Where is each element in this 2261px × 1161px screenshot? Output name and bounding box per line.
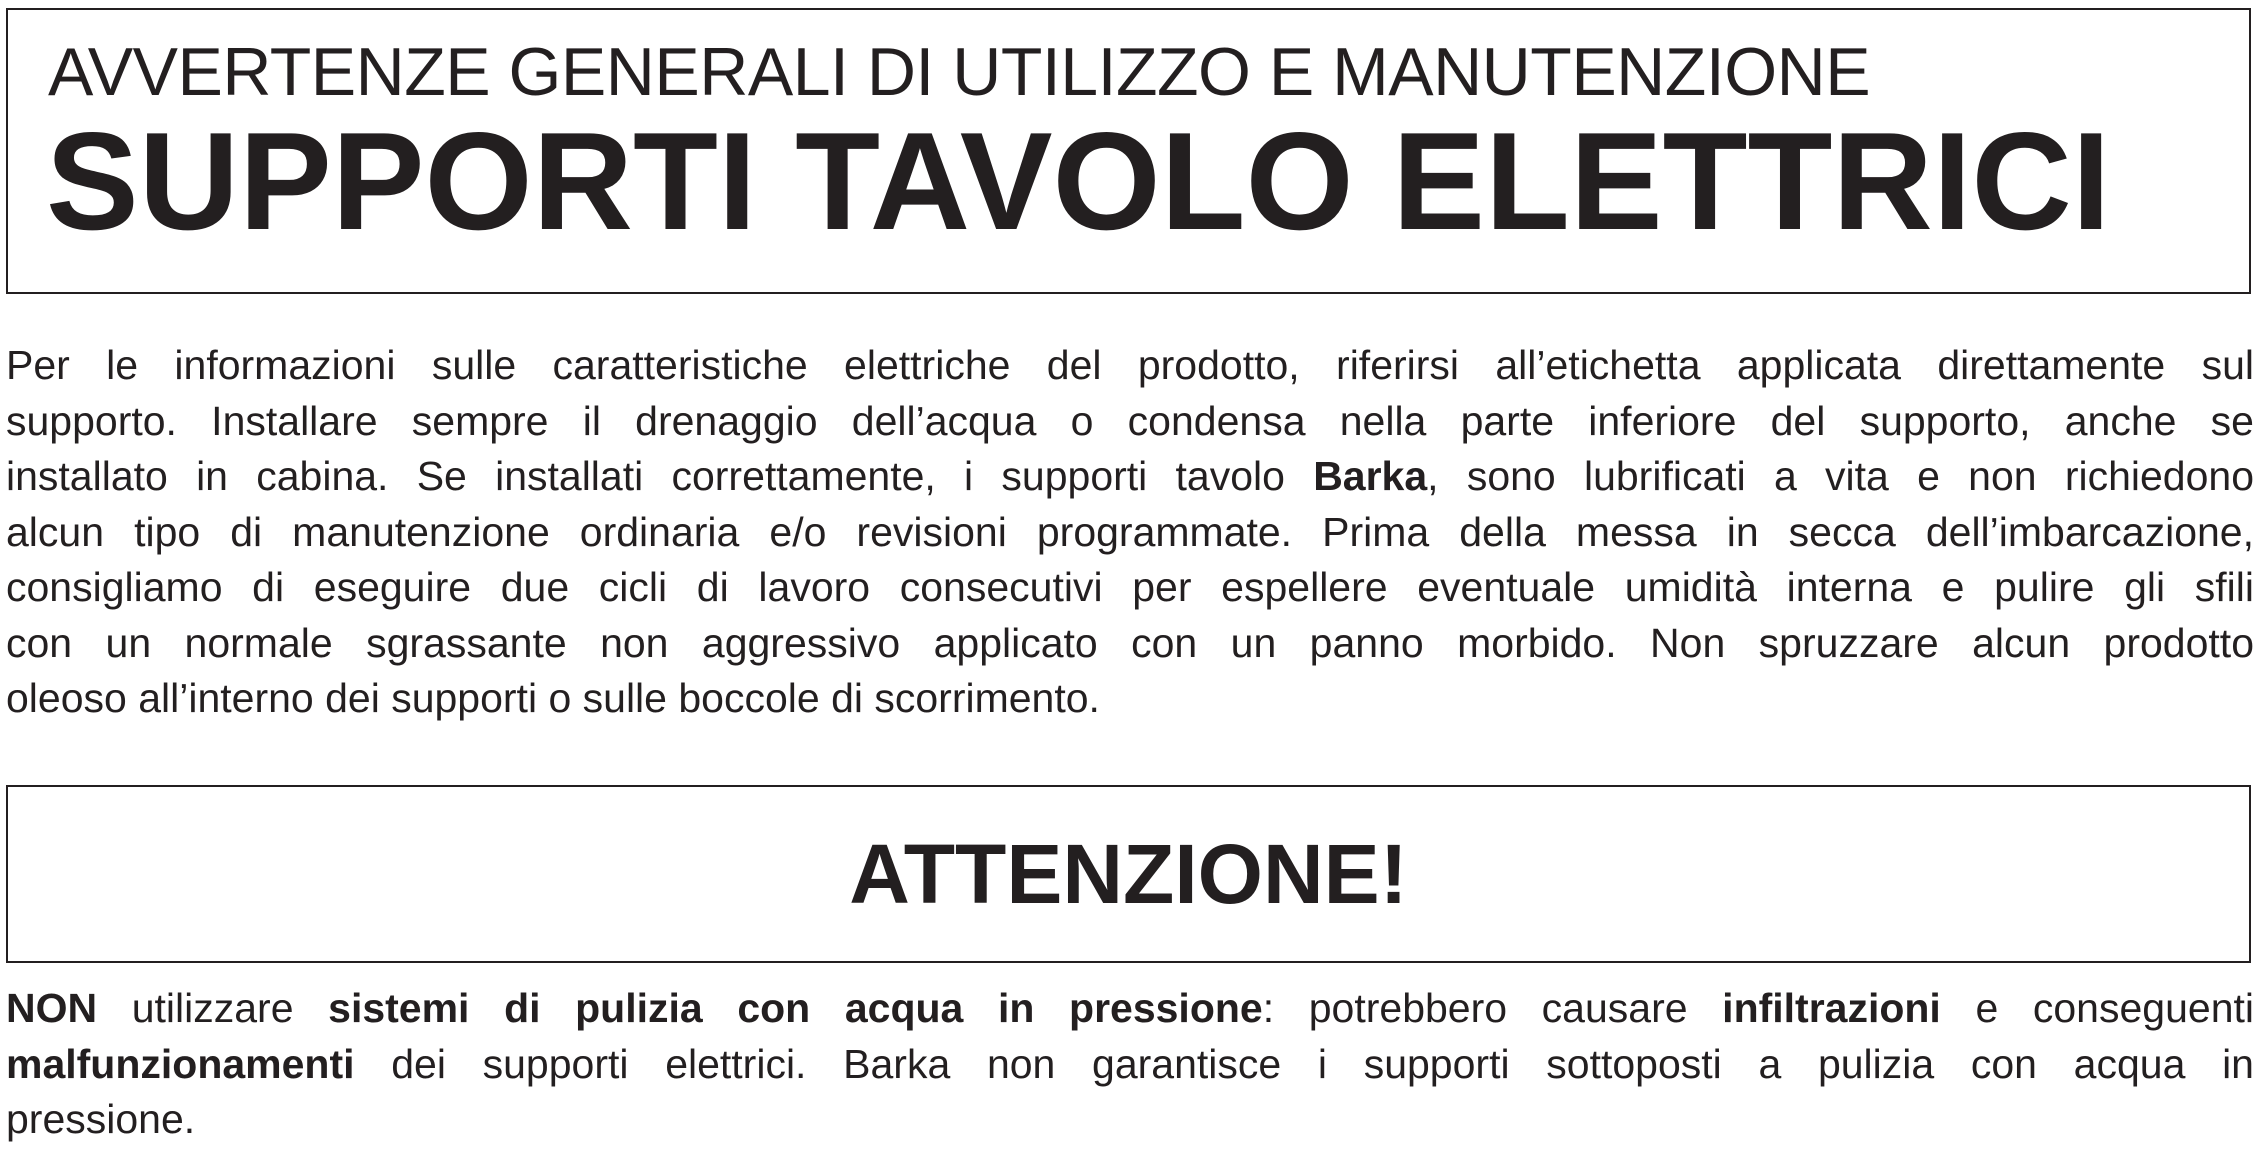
warning-line: pressione. — [6, 1096, 196, 1142]
warning-title: ATTENZIONE! — [849, 827, 1408, 921]
warning-line — [6, 981, 2254, 1037]
warning-emphasis: malfunzionamenti — [6, 1040, 355, 1087]
intro-paragraph — [6, 338, 2254, 727]
warning-text: dei supporti elettrici. Barka non garantisce i supporti sottoposti a pulizia con acqua in — [354, 1040, 2254, 1087]
warning-emphasis: infiltrazioni — [1722, 985, 1941, 1031]
brand-name: Barka — [1313, 453, 1428, 499]
warning-text: utilizzare — [97, 985, 329, 1031]
intro-line: consigliamo di eseguire due cicli di lavoro consecutivi per espellere eventuale umidità interna e pulire gli sfili — [6, 564, 2254, 610]
warning-text: e conseguenti — [1940, 985, 2254, 1031]
intro-text: installato in cabina. Se installati correttamente, i supporti tavolo — [6, 453, 1314, 499]
warning-text: : potrebbero causare — [1262, 985, 1723, 1031]
intro-line: oleoso all’interno dei supporti o sulle boccole di scorrimento. — [6, 675, 1100, 721]
intro-text: , sono lubrificati a vita e non richiedono — [1427, 453, 2254, 499]
intro-line: con un normale sgrassante non aggressivo applicato con un panno morbido. Non spruzzare alcun prodotto — [6, 619, 2254, 666]
warning-box — [6, 785, 2251, 963]
intro-line: supporto. Installare sempre il drenaggio dell’acqua o condensa nella parte inferiore del supporto, anche se — [6, 397, 2254, 444]
intro-line: Per le informazioni sulle caratteristiche elettriche del prodotto, riferirsi all’etichetta applicata direttamente sul — [6, 342, 2254, 388]
warning-emphasis: NON — [6, 985, 98, 1031]
header-box — [6, 8, 2251, 294]
warning-line — [6, 1037, 2254, 1093]
warning-emphasis: sistemi di pulizia con acqua in pressione — [328, 985, 1263, 1031]
warning-paragraph — [6, 981, 2254, 1148]
document-title: SUPPORTI TAVOLO ELETTRICI — [46, 104, 2111, 259]
intro-line: alcun tipo di manutenzione ordinaria e/o revisioni programmate. Prima della messa in secca dell’imbarcazione, — [6, 508, 2254, 555]
intro-line — [6, 449, 2254, 505]
document-subtitle: AVVERTENZE GENERALI DI UTILIZZO E MANUTENZIONE — [48, 34, 1871, 110]
